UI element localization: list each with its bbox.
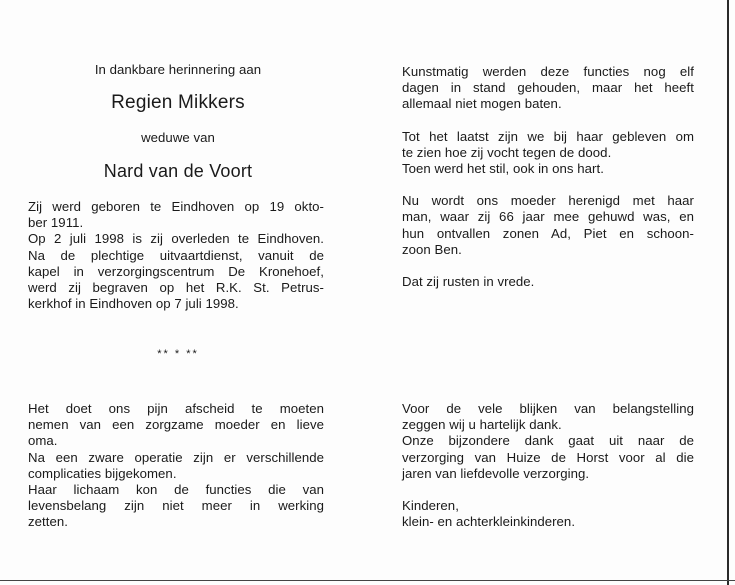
left-bottom-text — [28, 401, 324, 531]
card-edge-right — [727, 0, 729, 585]
text-line: man, waar zij 66 jaar mee gehuwd was, en — [402, 209, 694, 225]
text-line: jaren van liefdevolle verzorging. — [402, 465, 590, 481]
closing-line: klein- en achterkleinkinderen. — [402, 514, 576, 530]
closing-line: Kinderen, — [402, 498, 459, 514]
right-bottom-text — [402, 401, 694, 530]
spouse-name-block — [28, 160, 328, 182]
text-line: Nu wordt ons moeder herenigd met haar — [402, 193, 694, 209]
text-line: zeggen wij u hartelijk dank. — [402, 417, 562, 433]
text-line: hun ontvallen zonen Ad, Piet en schoon- — [402, 225, 694, 241]
text-line: Onze bijzondere dank gaat uit naar de — [402, 433, 694, 449]
bio-line: werd zij begraven op het R.K. St. Petrus- — [28, 280, 324, 296]
relation-block — [28, 130, 328, 146]
text-line: zetten. — [28, 514, 68, 530]
bio-paragraph — [28, 199, 324, 312]
text-line: complicaties bijgekomen. — [28, 465, 177, 481]
text-line: levensbelang zijn niet meer in werking — [28, 498, 324, 514]
text-line: Kunstmatig werden deze functies nog elf — [402, 64, 694, 79]
text-line: zoon Ben. — [402, 241, 462, 257]
deceased-name: Regien Mikkers — [111, 92, 245, 113]
text-line: nemen van een zorgzame moeder en lieve — [28, 417, 324, 433]
bio-line: Zij werd geboren te Eindhoven op 19 okto- — [28, 199, 324, 214]
left-top-header — [28, 62, 328, 78]
text-line: dagen in stand gehouden, maar het heeft — [402, 80, 694, 96]
deceased-name-block — [28, 92, 328, 114]
separator-stars: ** * ** — [157, 348, 199, 360]
bio-line: Na de plechtige uitvaartdienst, vanuit de — [28, 247, 324, 263]
bio-line: kapel in verzorgingscentrum De Kronehoef, — [28, 263, 324, 279]
text-line: Toen werd het stil, ook in ons hart. — [402, 161, 604, 177]
text-line: Dat zij rusten in vrede. — [402, 274, 535, 290]
right-top-text — [402, 64, 694, 290]
text-line: Voor de vele blijken van belangstelling — [402, 401, 694, 416]
bio-line: Op 2 juli 1998 is zij overleden te Eindhoven. — [28, 231, 324, 247]
text-line: verzorging van Huize de Horst voor al die — [402, 449, 694, 465]
bio-line: kerkhof in Eindhoven op 7 juli 1998. — [28, 296, 239, 312]
bio-line: ber 1911. — [28, 215, 84, 231]
text-line: te zien hoe zij vocht tegen de dood. — [402, 144, 612, 160]
text-line: Het doet ons pijn afscheid te moeten — [28, 401, 324, 416]
intro-text: In dankbare herinnering aan — [94, 62, 262, 77]
card-edge-bottom — [0, 580, 735, 581]
text-line: Tot het laatst zijn we bij haar gebleven om — [402, 128, 694, 144]
text-line: Haar lichaam kon de functies die van — [28, 482, 324, 498]
relation-text: weduwe van — [141, 130, 215, 145]
spouse-name: Nard van de Voort — [103, 161, 253, 181]
text-line: Na een zware operatie zijn er verschillende — [28, 449, 324, 465]
text-line: allemaal niet mogen baten. — [402, 96, 562, 112]
text-line: oma. — [28, 433, 58, 449]
